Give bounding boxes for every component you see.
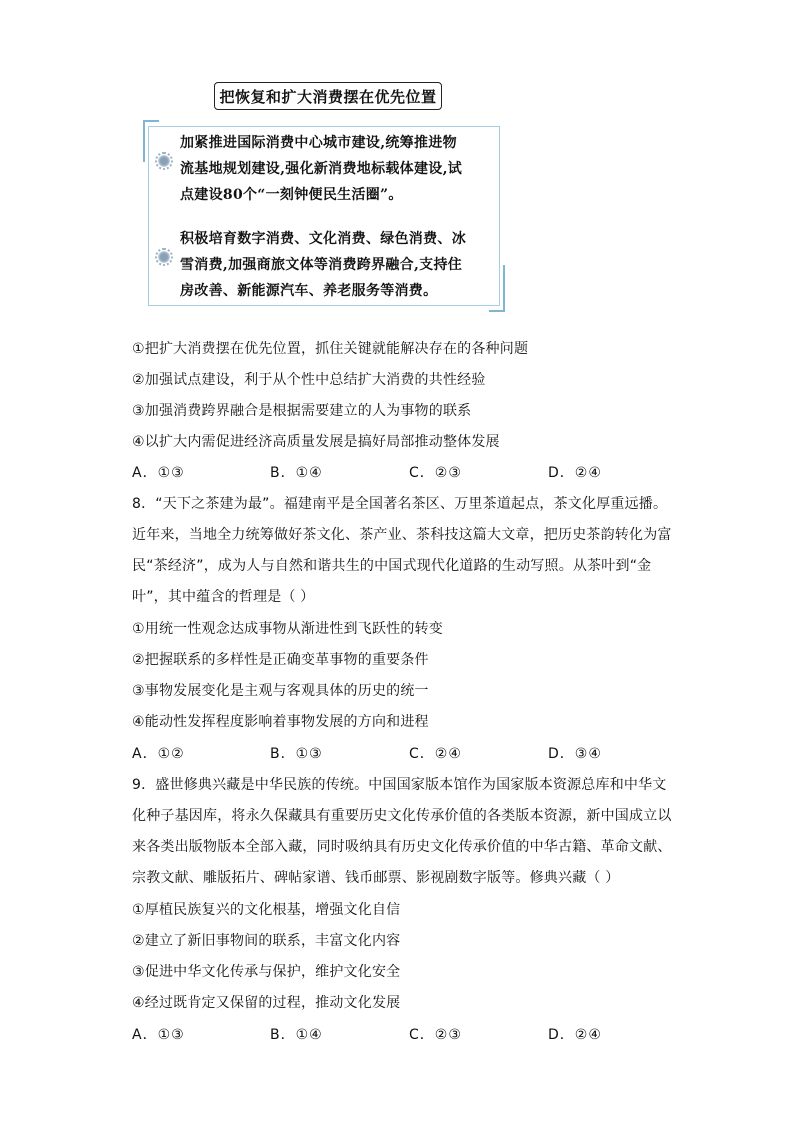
- flower-bullet-icon: [158, 155, 170, 167]
- q9-item-3: ③促进中华文化传承与保护，维护文化安全: [132, 964, 401, 980]
- q9-stem-line-4: 宗教文献、雕版拓片、碑帖家谱、钱币邮票、影视剧数字版等。修典兴藏（ ）: [132, 870, 620, 886]
- q7-item-2: ②加强试点建设，利于从个性中总结扩大消费的共性经验: [132, 372, 486, 388]
- q7-option-c[interactable]: C．②③: [409, 465, 462, 481]
- q9-stem-line-2: 化种子基因库，将永久保藏具有重要历史文化传承价值的各类版本资源，新中国成立以: [132, 808, 672, 824]
- paragraph-line: 雪消费,加强商旅文体等消费跨界融合,支持住: [180, 257, 463, 273]
- q8-option-d[interactable]: D．③④: [548, 746, 602, 762]
- q8-stem-line-1: 8．“天下之茶建为最”。福建南平是全国著名茶区、万里茶道起点，茶文化厚重远播。: [132, 496, 668, 512]
- q7-option-a[interactable]: A．①③: [132, 465, 185, 481]
- q9-option-d[interactable]: D．②④: [548, 1027, 602, 1043]
- q8-option-a[interactable]: A．①②: [132, 746, 185, 762]
- q9-item-2: ②建立了新旧事物间的联系，丰富文化内容: [132, 933, 401, 949]
- q9-option-a[interactable]: A．①③: [132, 1027, 185, 1043]
- paragraph-line: 房改善、新能源汽车、养老服务等消费。: [180, 283, 438, 299]
- q7-item-4: ④以扩大内需促进经济高质量发展是搞好局部推动整体发展: [132, 434, 500, 450]
- paragraph-line: 点建设80个“一刻钟便民生活圈”。: [180, 187, 403, 203]
- q8-option-b[interactable]: B．①③: [270, 746, 323, 762]
- figure-paragraph-1: [180, 130, 496, 208]
- q7-option-d[interactable]: D．②④: [548, 465, 602, 481]
- q8-item-2: ②把握联系的多样性是正确变革事物的重要条件: [132, 652, 429, 668]
- paragraph-line: 积极培育数字消费、文化消费、绿色消费、冰: [180, 231, 466, 247]
- q8-stem-line-2: 近年来，当地全力统筹做好茶文化、茶产业、茶科技这篇大文章，把历史茶韵转化为富: [132, 527, 672, 543]
- paragraph-line: 加紧推进国际消费中心城市建设,统筹推进物: [180, 135, 457, 151]
- q8-item-4: ④能动性发挥程度影响着事物发展的方向和进程: [132, 714, 429, 730]
- q9-option-b[interactable]: B．①④: [270, 1027, 323, 1043]
- q9-stem-line-1: 9．盛世修典兴藏是中华民族的传统。中国国家版本馆作为国家版本资源总库和中华文: [132, 777, 667, 793]
- q8-stem-line-3: 民“茶经济”，成为人与自然和谐共生的中国式现代化道路的生动写照。从茶叶到“金: [132, 558, 652, 574]
- figure-paragraph-2: [180, 226, 496, 304]
- q8-item-1: ①用统一性观念达成事物从渐进性到飞跃性的转变: [132, 621, 443, 637]
- q9-option-c[interactable]: C．②③: [409, 1027, 462, 1043]
- q7-item-1: ①把扩大消费摆在优先位置，抓住关键就能解决存在的各种问题: [132, 341, 529, 357]
- q8-option-c[interactable]: C．②④: [409, 746, 462, 762]
- q8-stem-line-4: 叶”，其中蕴含的哲理是（ ）: [132, 589, 315, 605]
- paragraph-line: 流基地规划建设,强化新消费地标载体建设,试: [180, 161, 463, 177]
- q8-item-3: ③事物发展变化是主观与客观具体的历史的统一: [132, 683, 429, 699]
- q7-option-b[interactable]: B．①④: [270, 465, 323, 481]
- figure-title: 把恢复和扩大消费摆在优先位置: [214, 82, 442, 110]
- q9-item-1: ①厚植民族复兴的文化根基，增强文化自信: [132, 902, 401, 918]
- q9-stem-line-3: 来各类出版物版本全部入藏，同时吸纳具有历史文化传承价值的中华古籍、革命文献、: [132, 839, 672, 855]
- q9-item-4: ④经过既肯定又保留的过程，推动文化发展: [132, 995, 401, 1011]
- flower-bullet-icon: [158, 251, 170, 263]
- q7-item-3: ③加强消费跨界融合是根据需要建立的人为事物的联系: [132, 403, 472, 419]
